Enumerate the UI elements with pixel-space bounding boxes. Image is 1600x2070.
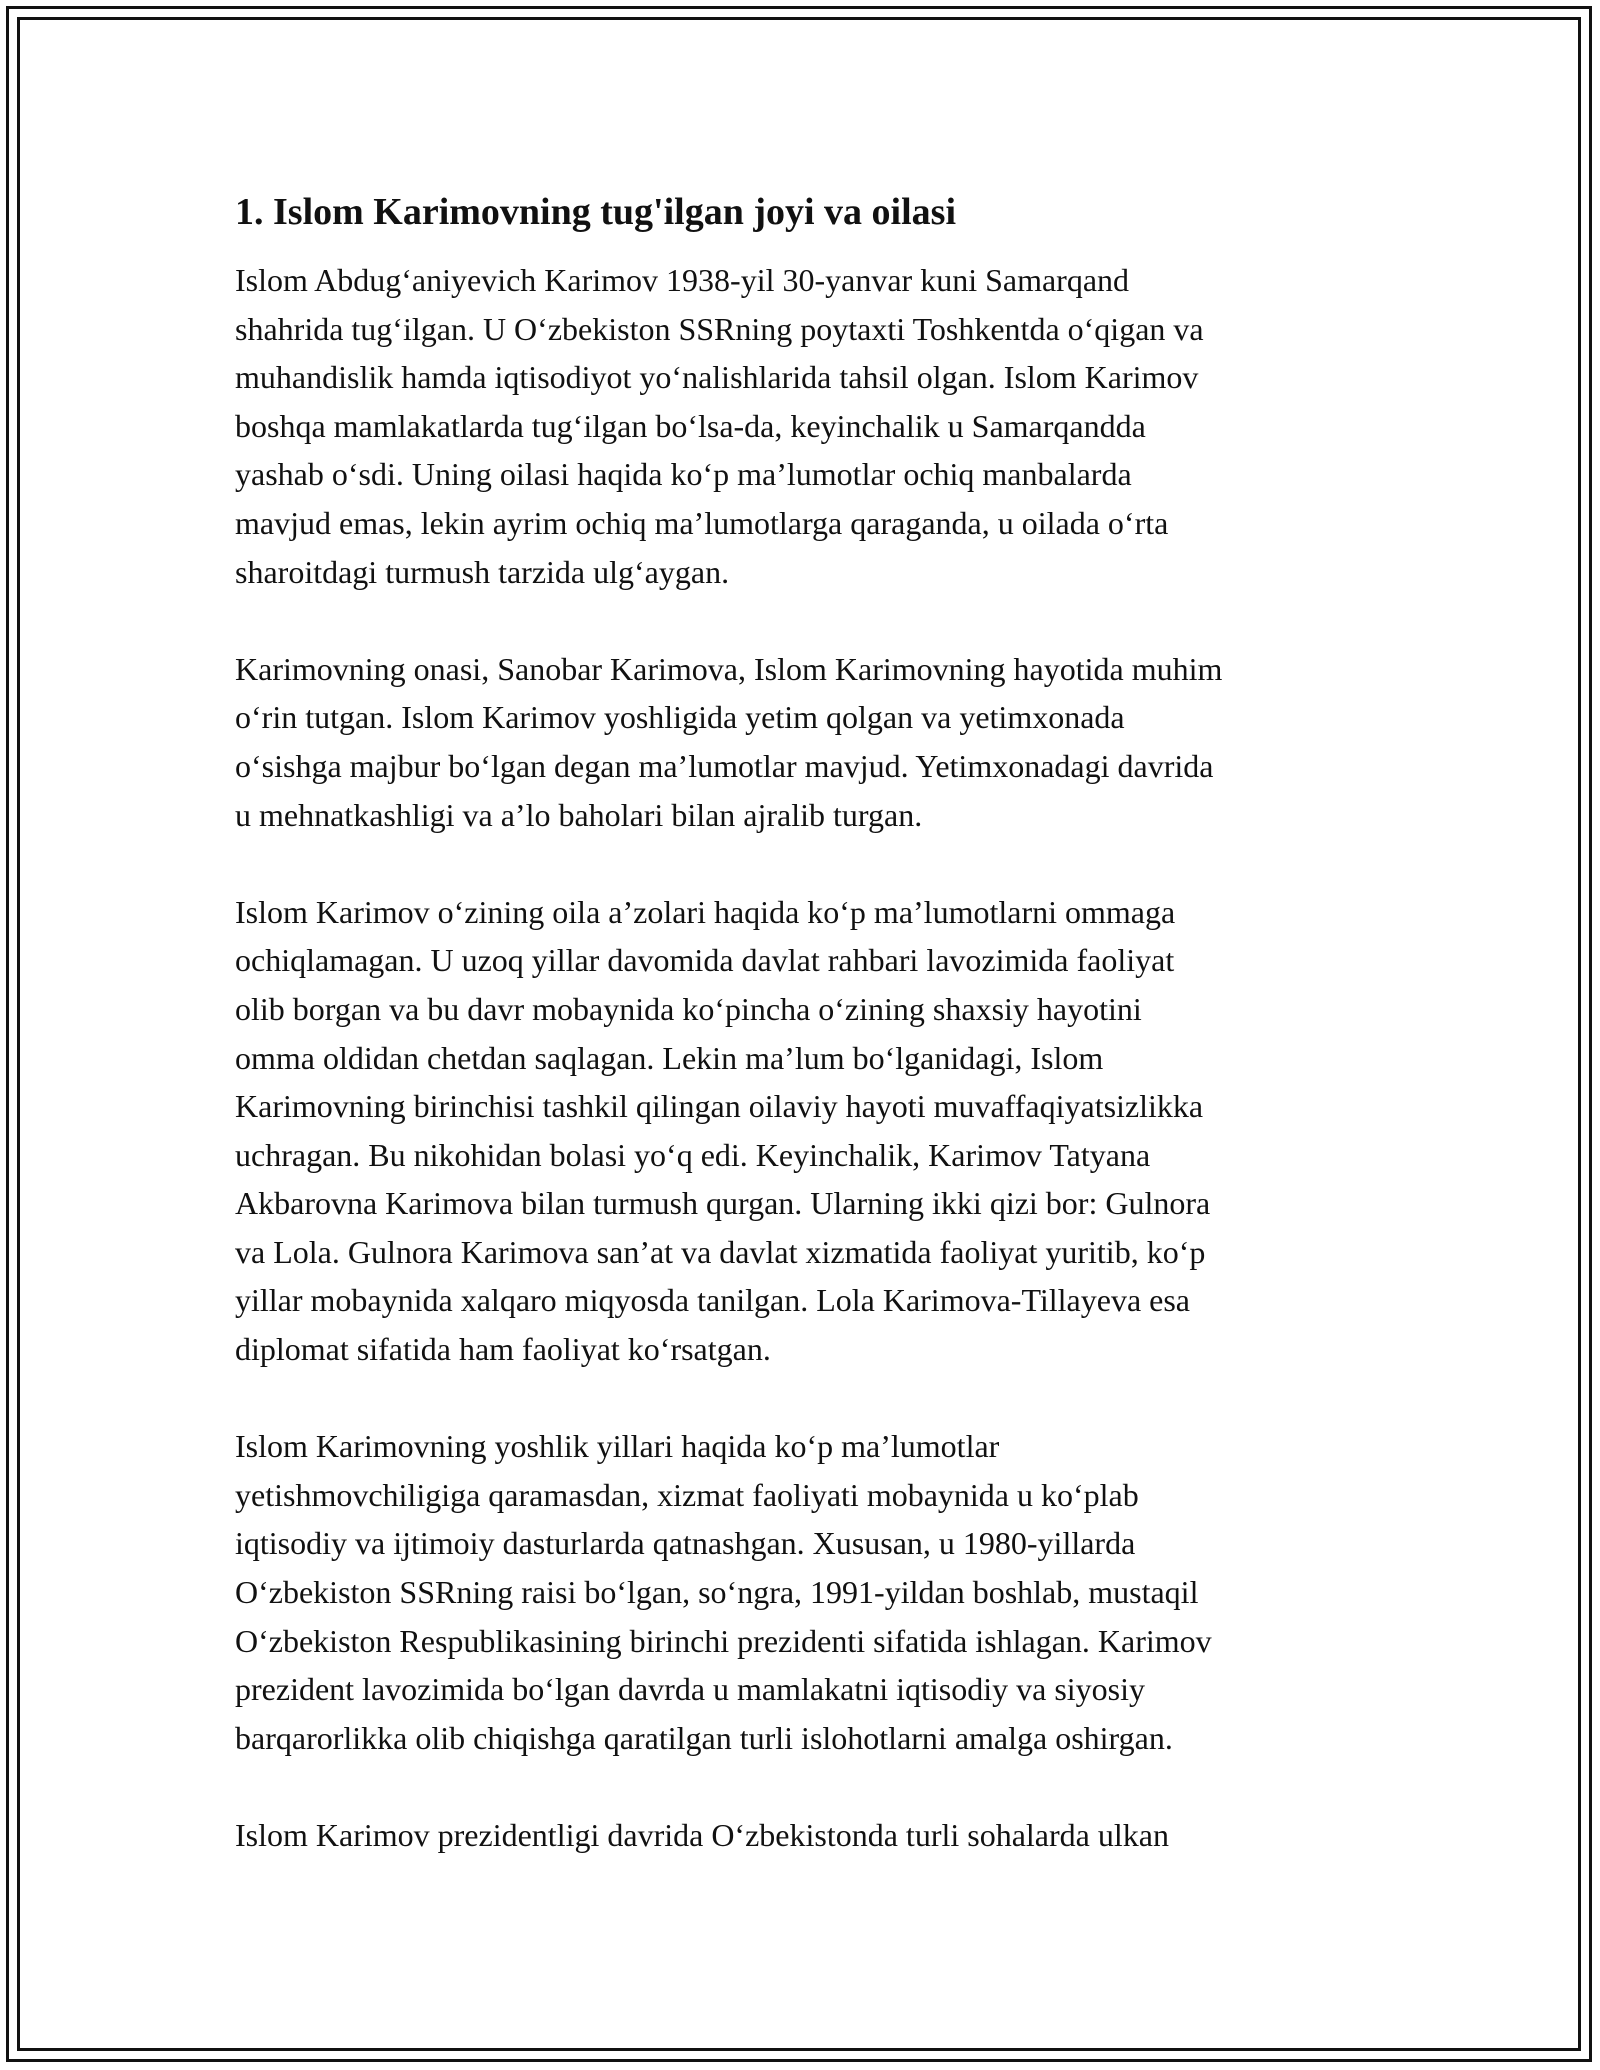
text-line: uchragan. Bu nikohidan bolasi yoʻq edi. Keyinchalik, Karimov Tatyana <box>235 1136 1151 1173</box>
text-line: Islom Karimov prezidentligi davrida Oʻzbekistonda turli sohalarda ulkan <box>235 1817 1169 1853</box>
text-line: omma oldidan chetdan saqlagan. Lekin maʼlum boʻlganidagi, Islom <box>235 1039 1104 1076</box>
paragraph-presidency <box>235 1811 1375 1860</box>
text-line: Islom Karimovning yoshlik yillari haqida koʻp maʼlumotlar <box>235 1428 1000 1465</box>
text-line: Oʻzbekiston Respublikasining birinchi prezidenti sifatida ishlagan. Karimov <box>235 1622 1212 1659</box>
text-line: Akbarovna Karimova bilan turmush qurgan. Ularning ikki qizi bor: Gulnora <box>235 1185 1211 1222</box>
paragraph-birth <box>235 256 1375 596</box>
text-line: oʻsishga majbur boʻlgan degan maʼlumotlar mavjud. Yetimxonadagi davrida <box>235 747 1214 784</box>
paragraph-career <box>235 1422 1375 1762</box>
text-line: barqarorlikka olib chiqishga qaratilgan turli islohotlarni amalga oshirgan. <box>235 1719 1173 1756</box>
text-line: olib borgan va bu davr mobaynida koʻpincha oʻzining shaxsiy hayotini <box>235 990 1142 1027</box>
text-line: muhandislik hamda iqtisodiyot yoʻnalishlarida tahsil olgan. Islom Karimov <box>235 359 1199 396</box>
text-line: Islom Karimov oʻzining oila aʼzolari haqida koʻp maʼlumotlarni ommaga <box>235 893 1176 930</box>
text-line: Islom Abdugʻaniyevich Karimov 1938-yil 30-yanvar kuni Samarqand <box>235 262 1130 298</box>
text-line: Oʻzbekiston SSRning raisi boʻlgan, soʻngra, 1991-yildan boshlab, mustaqil <box>235 1574 1199 1611</box>
text-line: yashab oʻsdi. Uning oilasi haqida koʻp maʼlumotlar ochiq manbalarda <box>235 456 1132 493</box>
text-line: yetishmovchiligiga qaramasdan, xizmat faoliyati mobaynida u koʻplab <box>235 1476 1139 1513</box>
text-line: Karimovning onasi, Sanobar Karimova, Islom Karimovning hayotida muhim <box>235 650 1223 687</box>
text-line: shahrida tugʻilgan. U Oʻzbekiston SSRning poytaxti Toshkentda oʻqigan va <box>235 310 1204 347</box>
paragraph-mother <box>235 645 1375 839</box>
text-line: u mehnatkashligi va aʼlo baholari bilan ajralib turgan. <box>235 796 923 833</box>
text-line: oʻrin tutgan. Islom Karimov yoshligida yetim qolgan va yetimxonada <box>235 699 1125 736</box>
text-line: ochiqlamagan. U uzoq yillar davomida davlat rahbari lavozimida faoliyat <box>235 942 1175 979</box>
text-line: iqtisodiy va ijtimoiy dasturlarda qatnashgan. Xususan, u 1980-yillarda <box>235 1525 1136 1562</box>
paragraph-family <box>235 888 1375 1374</box>
text-line: Karimovning birinchisi tashkil qilingan oilaviy hayoti muvaffaqiyatsizlikka <box>235 1088 1204 1125</box>
text-line: mavjud emas, lekin ayrim ochiq maʼlumotlarga qaraganda, u oilada oʻrta <box>235 504 1169 541</box>
text-line: yillar mobaynida xalqaro miqyosda tanilgan. Lola Karimova-Tillayeva esa <box>235 1282 1190 1319</box>
text-line: prezident lavozimida boʻlgan davrda u mamlakatni iqtisodiy va siyosiy <box>235 1671 1145 1708</box>
section-heading: 1. Islom Karimovning tug'ilgan joyi va oilasi <box>235 191 957 233</box>
text-line: va Lola. Gulnora Karimova sanʼat va davlat xizmatida faoliyat yuritib, koʻp <box>235 1233 1206 1270</box>
text-line: diplomat sifatida ham faoliyat koʻrsatgan. <box>235 1331 771 1368</box>
document-body <box>235 188 1375 1908</box>
text-line: boshqa mamlakatlarda tugʻilgan boʻlsa-da, keyinchalik u Samarqandda <box>235 407 1146 444</box>
text-line: sharoitdagi turmush tarzida ulgʻaygan. <box>235 553 730 590</box>
